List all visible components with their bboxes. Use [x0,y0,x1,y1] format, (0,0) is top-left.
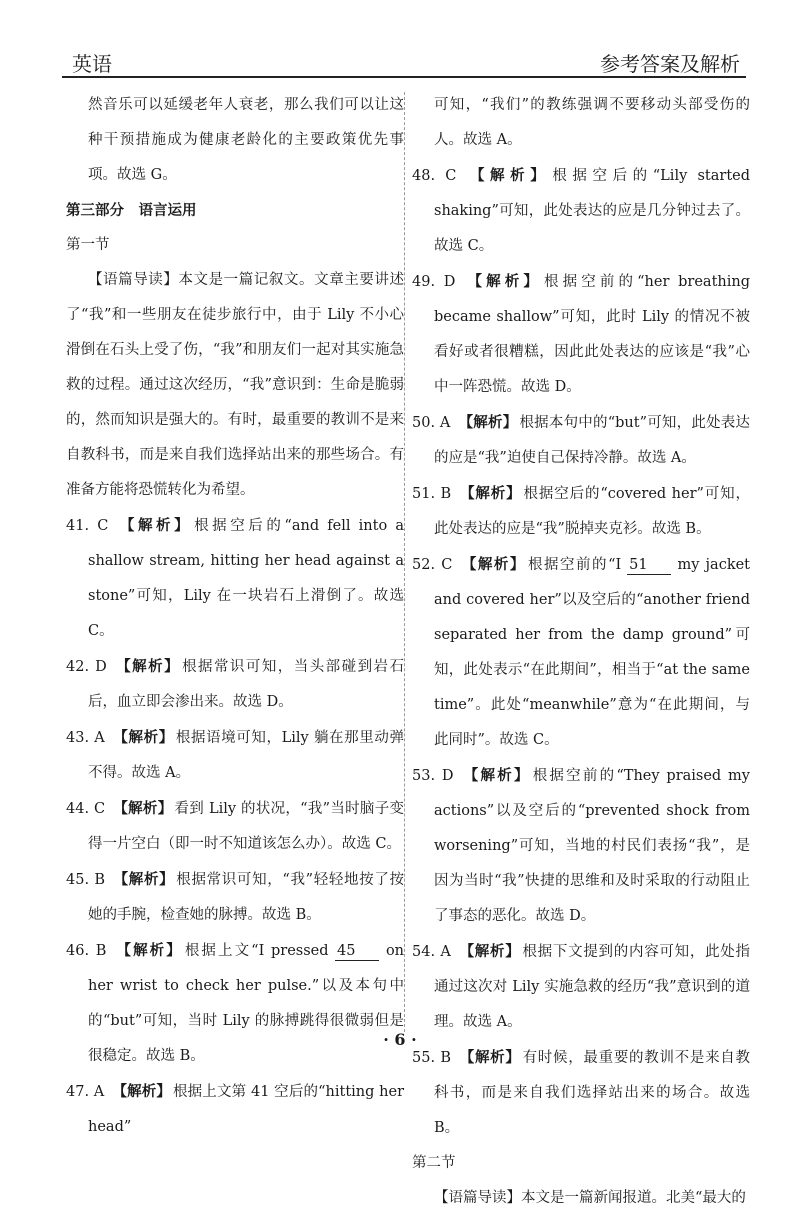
blank-51: 51 [627,556,671,575]
page-number: · 6 · [383,1030,417,1049]
left-column [66,88,404,1145]
answer-47: 47. A 【解析】 根据上文第 41 空后的“hitting her head” [66,1083,405,1135]
answer-55: 55. B 【解析】 有时候，最重要的教训不是来自教科书，而是来自我们选择站出来的场合。故选 B。 [412,1049,751,1136]
answer-47-continuation: 可知，“我们”的教练强调不要移动头部受伤的人。故选 A。 [434,97,750,148]
subject-label: 英语 [72,52,112,76]
passage-guide-2: 【语篇导读】本文是一篇新闻报道。北美“最大的 [434,1190,746,1206]
answer-48: 48. C 【解析】 根据空后的“Lily started shaking”可知，此处表达的应是几分钟过去了。故选 C。 [412,167,751,254]
answer-52: 52. C 【解析】 根据空前的“I 51 my jacket and covered her”以及空后的“another friend separated her from the damp ground”可知，此处表示“在此期间”，相当于“at the same time”。此处“meanwhile”意为“在此期间，与此同时”。故选 C。 [412,556,751,748]
answer-45: 45. B 【解析】 根据常识可知，“我”轻轻地按了按她的手腕，检查她的脉搏。故选 B。 [66,871,404,923]
answer-43: 43. A 【解析】 根据语境可知，Lily 躺在那里动弹不得。故选 A。 [66,729,405,781]
section-heading-2: 第二节 [412,1155,456,1171]
answer-42: 42. D 【解析】 根据常识可知，当头部碰到岩石后，血立即会渗出来。故选 D。 [66,658,405,710]
page-header [62,48,746,78]
answer-41: 41. C 【解析】 根据空后的“and fell into a shallow stream, hitting her head against a stone”可知，Lily 在一块岩石上滑倒了。故选 C。 [66,517,405,639]
part-title: 第三部分 语言运用 [66,202,197,219]
passage-guide: 【语篇导读】本文是一篇记叙文。文章主要讲述了“我”和一些朋友在徒步旅行中，由于 Lily 不小心滑倒在石头上受了伤，“我”和朋友们一起对其实施急救的过程。通过这次经历，“我”意识到：生命是脆弱的，然而知识是强大的。有时，最重要的教训不是来自教科书，而是来自我们选择站出来的那些场合。有准备方能将恐慌转化为希望。 [66,272,404,498]
section-heading-1: 第一节 [66,237,110,253]
answer-50: 50. A 【解析】 根据本句中的“but”可知，此处表达的应是“我”迫使自己保持冷静。故选 A。 [412,414,750,466]
column-divider [404,92,405,1032]
blank-45: 45 [335,942,379,961]
answer-49: 49. D 【解析】 根据空前的“her breathing became shallow”可知，此时 Lily 的情况不被看好或者很糟糕，因此此处表达的应该是“我”心中一阵恐慌。故选 D。 [412,273,750,395]
section-title-header: 参考答案及解析 [600,52,740,76]
answer-44: 44. C 【解析】 看到 Lily 的状况，“我”当时脑子变得一片空白（即一时不知道该怎么办）。故选 C。 [66,800,405,852]
intro-continuation: 然音乐可以延缓老年人衰老，那么我们可以让这种干预措施成为健康老龄化的主要政策优先事项。故选 G。 [88,97,404,183]
answer-51: 51. B 【解析】 根据空后的“covered her”可知，此处表达的应是“我”脱掉夹克衫。故选 B。 [412,485,751,537]
answer-53: 53. D 【解析】 根据空前的“They praised my actions”以及空后的“prevented shock from worsening”可知，当地的村民们表扬“我”，是因为当时“我”快捷的思维和及时采取的行动阻止了事态的恶化。故选 D。 [412,767,750,924]
answer-54: 54. A 【解析】 根据下文提到的内容可知，此处指通过这次对 Lily 实施急救的经历“我”意识到的道理。故选 A。 [412,943,751,1030]
answer-46: 46. B 【解析】 根据上文“I pressed 45 on her wrist to check her pulse.”以及本句中的“but”可知，当时 Lily 的脉搏跳得很微弱但是很稳定。故选 B。 [66,942,405,1064]
